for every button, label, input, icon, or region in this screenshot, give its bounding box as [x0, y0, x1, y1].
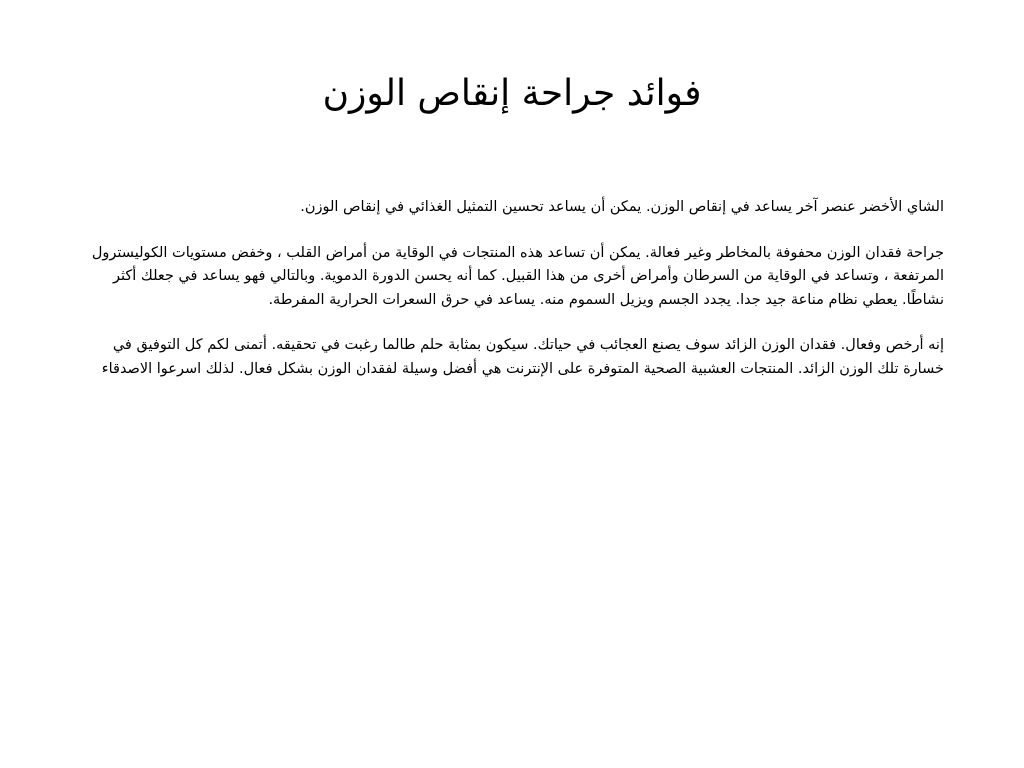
paragraph-green-tea: الشاي الأخضر عنصر آخر يساعد في إنقاص الوزن. يمكن أن يساعد تحسين التمثيل الغذائي في إنقاص الوزن.	[300, 199, 944, 215]
paragraph-conclusion: إنه أرخص وفعال. فقدان الوزن الزائد سوف يصنع العجائب في حياتك. سيكون بمثابة حلم طالما رغبت في تحقيقه. أتمنى لكم كل التوفيق في خسارة تلك الوزن الزائد. المنتجات العشبية الصحية المتوفرة على الإنترنت هي أفضل وسيلة لفقدان الوزن بشكل فعال. لذلك اسرعوا الاصدقاء	[101, 337, 944, 377]
slide-title: فوائد جراحة إنقاص الوزن	[322, 73, 702, 114]
slide-body	[80, 196, 944, 403]
paragraph-surgery-risks: جراحة فقدان الوزن محفوفة بالمخاطر وغير فعالة. يمكن أن تساعد هذه المنتجات في الوقاية من أمراض القلب ، وخفض مستويات الكوليسترول المرتفعة ، وتساعد في الوقاية من السرطان وأمراض أخرى من هذا القبيل. كما أنه يحسن الدورة الدموية. وبالتالي فهو يساعد في جعلك أكثر نشاطًا. يعطي نظام مناعة جيد جدا. يجدد الجسم ويزيل السموم منه. يساعد في حرق السعرات الحرارية المفرطة.	[91, 244, 944, 308]
